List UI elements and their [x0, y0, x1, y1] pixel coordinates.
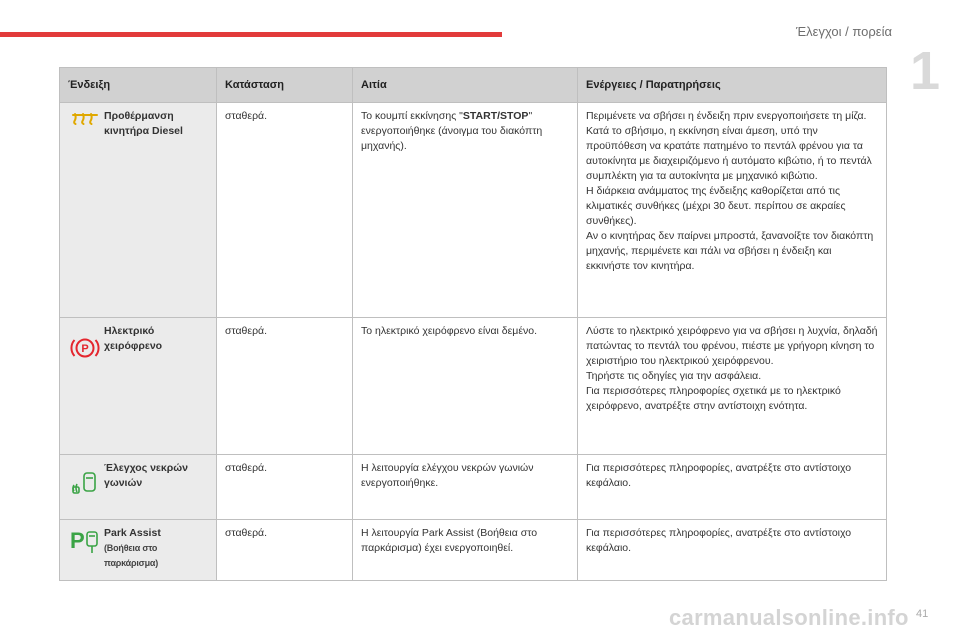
- page-number: 41: [916, 608, 929, 620]
- svg-text:P: P: [70, 528, 85, 553]
- indicator-label: Park Assist: [104, 527, 161, 539]
- status-cell: σταθερά.: [217, 103, 353, 318]
- action-paragraph: Για περισσότερες πληροφορίες σχετικά με το ηλεκτρικό χειρόφρενο, ανατρέξτε στην αντίστοιχη ενότητα.: [586, 385, 841, 412]
- action-paragraph: Λύστε το ηλεκτρικό χειρόφρενο για να σβήσει η λυχνία, δηλαδή πατώντας το πεντάλ του φρένου, πιέστε με γρήγορη κίνηση το χειριστήριο του ηλεκτρικού χειρόφρενου.: [586, 325, 878, 367]
- blind-spot-monitoring-icon: [66, 461, 104, 503]
- indicator-table: [59, 67, 887, 581]
- actions-cell: [578, 520, 887, 581]
- action-paragraph: Τηρήστε τις οδηγίες για την ασφάλεια.: [586, 370, 762, 382]
- indicator-cell: [60, 455, 217, 520]
- chapter-color-bar: [0, 32, 502, 37]
- indicator-label: Προθέρμανση κινητήρα Diesel: [104, 110, 183, 137]
- electric-parking-brake-icon: [66, 324, 104, 368]
- column-header-actions: Ενέργειες / Παρατηρήσεις: [578, 68, 887, 103]
- action-paragraph: Για περισσότερες πληροφορίες, ανατρέξτε στο αντίστοιχο κεφάλαιο.: [586, 527, 852, 554]
- table-row: [60, 520, 887, 581]
- table-row: [60, 455, 887, 520]
- indicator-cell: [60, 318, 217, 455]
- cause-cell: Το ηλεκτρικό χειρόφρενο είναι δεμένο.: [353, 318, 578, 455]
- cause-cell: Η λειτουργία ελέγχου νεκρών γωνιών ενεργοποιήθηκε.: [353, 455, 578, 520]
- status-cell: σταθερά.: [217, 520, 353, 581]
- indicator-label: Ηλεκτρικό χειρόφρενο: [104, 325, 163, 352]
- action-paragraph: Η διάρκεια ανάμματος της ένδειξης καθορίζεται από τις κλιματικές συνθήκες (μέχρι 30 δευτ. περίπου σε ακραίες συνθήκες).: [586, 185, 846, 227]
- table-row: [60, 318, 887, 455]
- actions-cell: [578, 318, 887, 455]
- indicator-label: Έλεγχος νεκρών γωνιών: [104, 462, 188, 489]
- table-header-row: [60, 68, 887, 103]
- cause-text-end: " ενεργοποιήθηκε (άνοιγμα του διακόπτη μηχανής).: [361, 110, 543, 152]
- action-paragraph: Κατά το σβήσιμο, η εκκίνηση είναι άμεση, υπό την προϋπόθεση να κρατάτε πατημένο το πεντάλ φρένου για τα αυτοκίνητα με διαχειριζόμενο ή αυτόματο κιβώτιο, ή το πεντάλ συμπλέκτη για τα αυτοκίνητα με μηχανικό κιβώτιο.: [586, 125, 872, 182]
- action-paragraph: Περιμένετε να σβήσει η ένδειξη πριν ενεργοποιήσετε τη μίζα.: [586, 110, 867, 122]
- glow-plug-icon: [66, 109, 104, 143]
- svg-text:P: P: [81, 343, 89, 355]
- action-paragraph: Για περισσότερες πληροφορίες, ανατρέξτε στο αντίστοιχο κεφάλαιο.: [586, 462, 852, 489]
- park-assist-icon: [66, 526, 104, 560]
- watermark: carmanualsonline.info: [669, 605, 909, 630]
- column-header-status: Κατάσταση: [217, 68, 353, 103]
- chapter-number: 1: [909, 41, 940, 101]
- column-header-cause: Αιτία: [353, 68, 578, 103]
- actions-cell: [578, 455, 887, 520]
- table-row: [60, 103, 887, 318]
- start-stop-label: START/STOP: [462, 110, 529, 122]
- status-cell: σταθερά.: [217, 318, 353, 455]
- section-title: Έλεγχοι / πορεία: [795, 24, 892, 39]
- column-header-indicator: Ένδειξη: [60, 68, 217, 103]
- cause-cell: [353, 103, 578, 318]
- cause-cell: Η λειτουργία Park Assist (Βοήθεια στο παρκάρισμα) έχει ενεργοποιηθεί.: [353, 520, 578, 581]
- indicator-sublabel: (Βοήθεια στο παρκάρισμα): [104, 543, 159, 568]
- cause-text: Το κουμπί εκκίνησης ": [361, 110, 463, 122]
- indicator-cell: [60, 103, 217, 318]
- indicator-cell: [60, 520, 217, 581]
- action-paragraph: Αν ο κινητήρας δεν παίρνει μπροστά, ξανανοίξτε τον διακόπτη μηχανής, περιμένετε και πάλι να σβήσει η ένδειξη και εκκινήστε τον κινητήρα.: [586, 230, 874, 272]
- actions-cell: [578, 103, 887, 318]
- status-cell: σταθερά.: [217, 455, 353, 520]
